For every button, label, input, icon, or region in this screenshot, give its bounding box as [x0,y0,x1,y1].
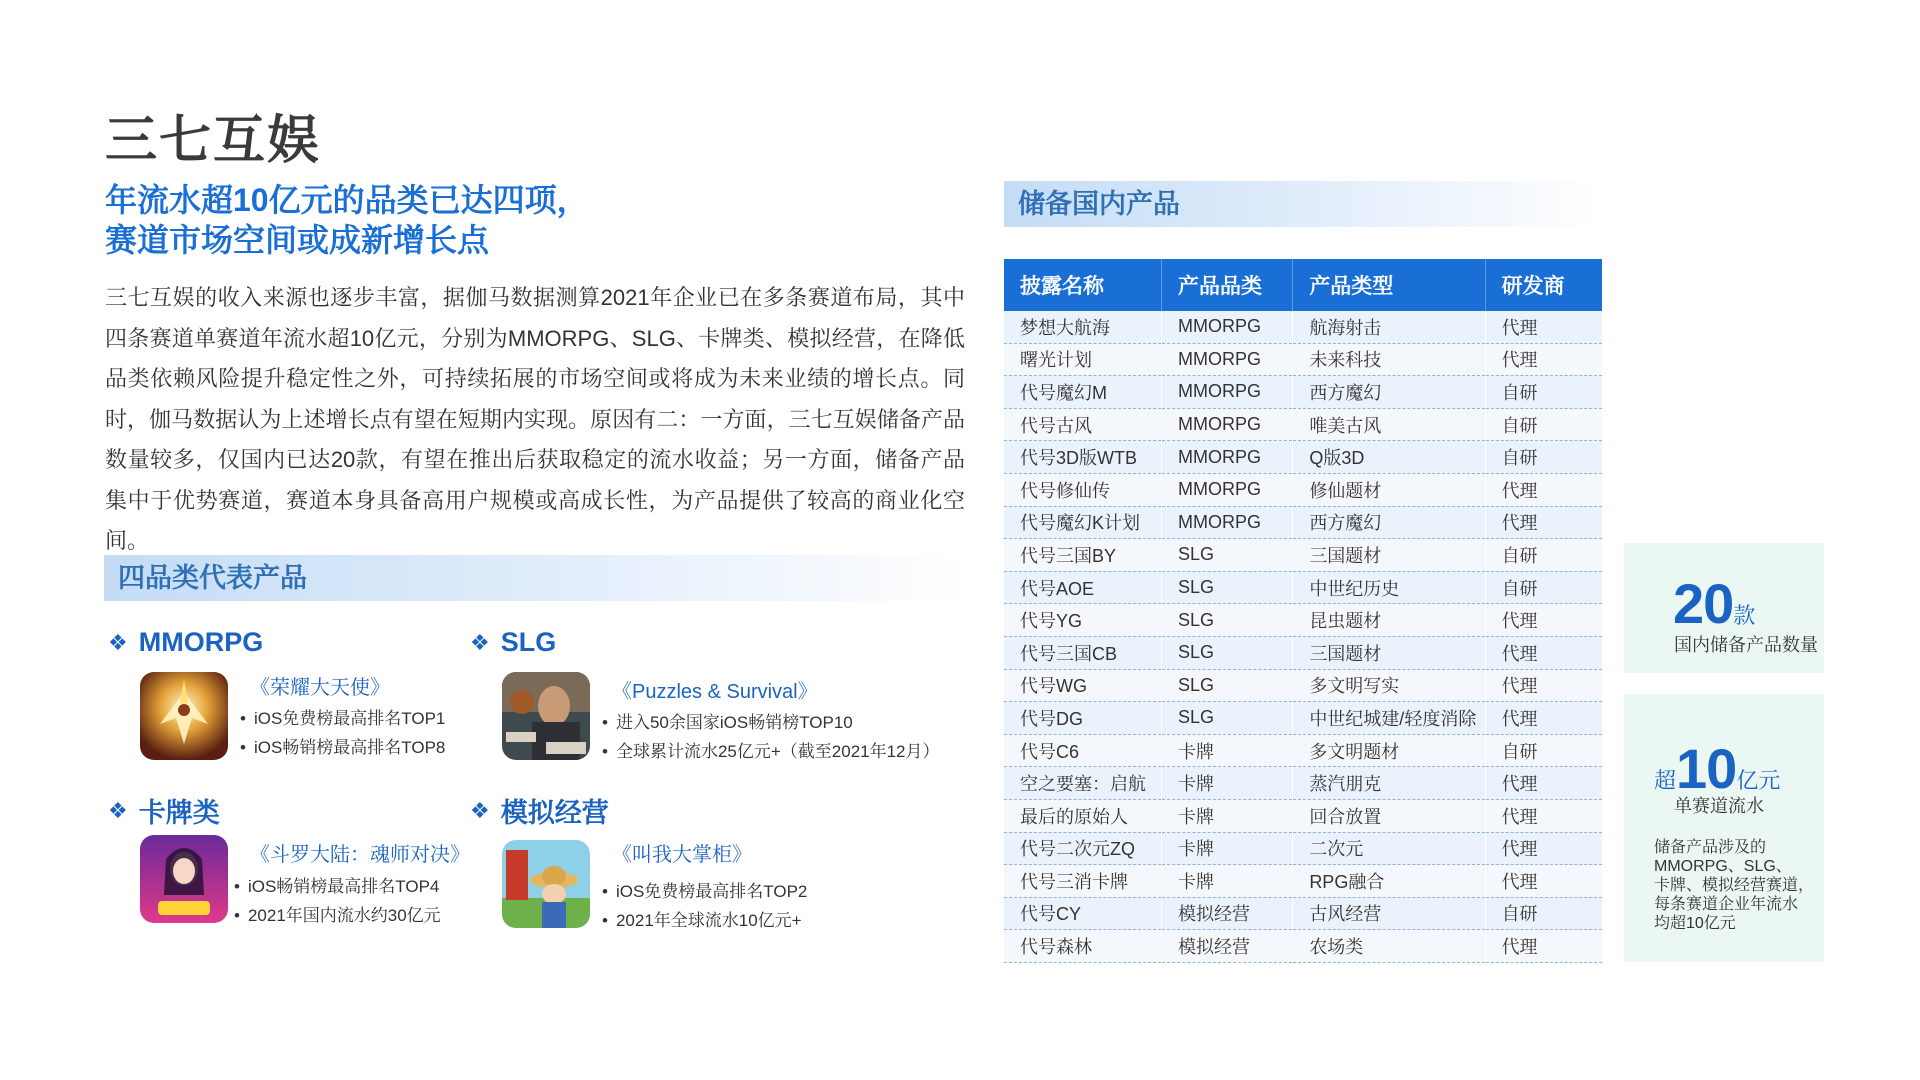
table-cell: 卡牌 [1161,832,1292,865]
table-cell: 回合放置 [1293,799,1485,832]
list-item: • 2021年国内流水约30亿元 [234,901,441,930]
table-cell: 曙光计划 [1004,343,1161,376]
table-cell: 航海射击 [1293,311,1485,343]
table-cell: 代理 [1485,767,1602,800]
table-cell: 未来科技 [1293,343,1485,376]
table-cell: 代理 [1485,799,1602,832]
table-cell: 多文明写实 [1293,669,1485,702]
table-cell: RPG融合 [1293,865,1485,898]
table-cell: 代号C6 [1004,734,1161,767]
table-cell: 卡牌 [1161,799,1292,832]
list-item: • iOS免费榜最高排名TOP1 [240,704,445,733]
game-title-slg: 《Puzzles & Survival》 [612,681,818,703]
table-cell: 二次元 [1293,832,1485,865]
category-label: MMORPG [138,627,264,657]
table-cell: 唯美古风 [1293,408,1485,441]
stat-number: 10 [1676,737,1737,800]
table-cell: SLG [1161,571,1292,604]
table-cell: 代号DG [1004,702,1161,735]
table-row [1004,473,1602,506]
table-cell: 代号三国BY [1004,539,1161,572]
table-row [1004,441,1602,474]
table-cell: 自研 [1485,441,1602,474]
table-cell: 昆虫题材 [1293,604,1485,637]
game-title-sim: 《叫我大掌柜》 [612,844,752,866]
table-cell: 最后的原始人 [1004,799,1161,832]
stat-label: 单赛道流水 [1674,796,1764,816]
stat-prefix: 超 [1654,768,1677,793]
diamond-bullet-icon: ❖ [108,629,125,655]
section-title-reserve: 储备国内产品 [1004,181,1602,227]
category-heading-mmorpg [108,627,263,658]
table-cell: 代理 [1485,832,1602,865]
stat-count-value [1673,571,1755,636]
category-heading-card [108,791,220,830]
table-cell: 自研 [1485,897,1602,930]
game-bullets-card [234,872,441,930]
stat-note-line: 储备产品涉及的 [1654,839,1767,856]
douluo-game-icon [140,835,228,923]
table-cell: MMORPG [1161,441,1292,474]
table-row [1004,865,1602,898]
table-cell: 农场类 [1293,930,1485,963]
table-row [1004,539,1602,572]
table-row [1004,408,1602,441]
table-row [1004,799,1602,832]
table-cell: SLG [1161,702,1292,735]
stat-unit: 亿元 [1736,768,1781,793]
table-cell: 代理 [1485,636,1602,669]
table-cell: 代号二次元ZQ [1004,832,1161,865]
table-cell: 代理 [1485,343,1602,376]
table-cell: 自研 [1485,571,1602,604]
table-cell: 代号魔幻M [1004,376,1161,409]
table-cell: SLG [1161,669,1292,702]
table-cell: 代号YG [1004,604,1161,637]
table-cell: Q版3D [1293,441,1485,474]
table-row [1004,636,1602,669]
stat-unit: 款 [1733,603,1756,628]
table-cell: MMORPG [1161,311,1292,343]
table-row [1004,376,1602,409]
angel-game-icon [140,672,228,760]
table-cell: MMORPG [1161,506,1292,539]
table-cell: 代理 [1485,506,1602,539]
list-item: • iOS畅销榜最高排名TOP8 [240,733,445,762]
stat-note-line: 卡牌、模拟经营赛道， [1654,877,1815,894]
page-title: 三七互娱 [105,112,322,170]
table-row [1004,311,1602,343]
table-cell: 自研 [1485,408,1602,441]
table-cell: 西方魔幻 [1293,376,1485,409]
table-cell: 自研 [1485,734,1602,767]
table-cell: 代理 [1485,702,1602,735]
category-label: 卡牌类 [138,798,220,828]
page-subtitle [105,180,589,260]
table-cell: 三国题材 [1293,539,1485,572]
table-cell: 模拟经营 [1161,930,1292,963]
table-row [1004,832,1602,865]
stat-note-line: 均超10亿元 [1654,915,1736,932]
table-cell: 代号三消卡牌 [1004,865,1161,898]
table-cell: 代理 [1485,311,1602,343]
table-cell: 修仙题材 [1293,473,1485,506]
table-cell: 代理 [1485,930,1602,963]
column-header: 产品类型 [1293,259,1485,311]
stat-note-line: MMORPG、SLG、 [1654,858,1792,875]
table-body [1004,311,1602,962]
game-title-mmorpg: 《荣耀大天使》 [250,677,390,699]
shopkeeper-game-icon [502,840,590,928]
list-item: • iOS免费榜最高排名TOP2 [602,877,807,906]
table-cell: 三国题材 [1293,636,1485,669]
list-item: • 全球累计流水25亿元+（截至2021年12月） [602,737,940,766]
table-cell: 卡牌 [1161,865,1292,898]
table-cell: 代理 [1485,604,1602,637]
zombie-game-icon [502,672,590,760]
column-header: 研发商 [1485,259,1602,311]
table-cell: 西方魔幻 [1293,506,1485,539]
table-cell: SLG [1161,539,1292,572]
list-item: • 2021年全球流水10亿元+ [602,906,807,935]
table-cell: 代号魔幻K计划 [1004,506,1161,539]
game-title-card: 《斗罗大陆：魂师对决》 [250,844,470,866]
table-cell: 代号AOE [1004,571,1161,604]
table-cell: 蒸汽朋克 [1293,767,1485,800]
table-row [1004,571,1602,604]
table-cell: 代理 [1485,865,1602,898]
table-cell: 模拟经营 [1161,897,1292,930]
stat-note [1654,838,1814,933]
table-cell: SLG [1161,604,1292,637]
column-header: 产品品类 [1161,259,1292,311]
table-cell: MMORPG [1161,473,1292,506]
column-header: 披露名称 [1004,259,1161,311]
game-bullets-mmorpg [240,704,445,762]
diamond-bullet-icon: ❖ [470,629,487,655]
table-cell: 代号3D版WTB [1004,441,1161,474]
table-row [1004,702,1602,735]
table-row [1004,506,1602,539]
diamond-bullet-icon: ❖ [470,797,487,823]
table-cell: 中世纪城建/轻度消除 [1293,702,1485,735]
table-cell: 代理 [1485,669,1602,702]
table-cell: 代号森林 [1004,930,1161,963]
table-cell: 代号WG [1004,669,1161,702]
table-row [1004,343,1602,376]
table-cell: 卡牌 [1161,767,1292,800]
list-item: • 进入50余国家iOS畅销榜TOP10 [602,708,940,737]
table-cell: 卡牌 [1161,734,1292,767]
section-title-categories: 四品类代表产品 [104,555,974,601]
table-row [1004,734,1602,767]
category-label: 模拟经营 [500,798,609,828]
table-cell: SLG [1161,636,1292,669]
stat-note-line: 每条赛道企业年流水 [1654,896,1799,913]
table-row [1004,604,1602,637]
subtitle-line-1: 年流水超10亿元的品类已达四项， [105,182,589,218]
body-paragraph: 三七互娱的收入来源也逐步丰富，据伽马数据测算2021年企业已在多条赛道布局，其中四条赛道单赛道年流水超10亿元，分别为MMORPG、SLG、卡牌类、模拟经营，在降低品类依赖风险提升稳定性之外，可持续拓展的市场空间或将成为未来业绩的增长点。同时，伽马数据认为上述增长点有望在短期内实现。原因有二：一方面，三七互娱储备产品数量较多，仅国内已达20款，有望在推出后获取稳定的流水收益；另一方面，储备产品集中于优势赛道，赛道本身具备高用户规模或高成长性，为产品提供了较高的商业化空间。 [105,285,965,553]
table-cell: 代号古风 [1004,408,1161,441]
stat-box-count [1624,543,1824,673]
subtitle-line-2: 赛道市场空间或成新增长点 [105,222,490,258]
table-cell: 多文明题材 [1293,734,1485,767]
reserve-products-table [1004,259,1602,963]
table-cell: 空之要塞：启航 [1004,767,1161,800]
category-heading-sim [470,791,609,830]
table-row [1004,767,1602,800]
game-bullets-slg [602,708,940,766]
table-cell: 自研 [1485,376,1602,409]
table-cell: 代理 [1485,473,1602,506]
table-cell: 中世纪历史 [1293,571,1485,604]
category-heading-slg [470,627,556,658]
table-cell: MMORPG [1161,343,1292,376]
table-cell: 代号修仙传 [1004,473,1161,506]
table-header-row [1004,259,1602,311]
stat-box-revenue [1624,694,1824,962]
table-cell: MMORPG [1161,376,1292,409]
list-item: • iOS畅销榜最高排名TOP4 [234,872,441,901]
table-cell: 代号三国CB [1004,636,1161,669]
table-cell: MMORPG [1161,408,1292,441]
table-cell: 代号CY [1004,897,1161,930]
category-label: SLG [500,627,557,657]
game-bullets-sim [602,877,807,935]
table-cell: 古风经营 [1293,897,1485,930]
table-row [1004,669,1602,702]
stat-number: 20 [1673,572,1734,635]
table-row [1004,930,1602,963]
stat-label: 国内储备产品数量 [1674,635,1818,655]
table-cell: 自研 [1485,539,1602,572]
diamond-bullet-icon: ❖ [108,797,125,823]
table-cell: 梦想大航海 [1004,311,1161,343]
table-row [1004,897,1602,930]
